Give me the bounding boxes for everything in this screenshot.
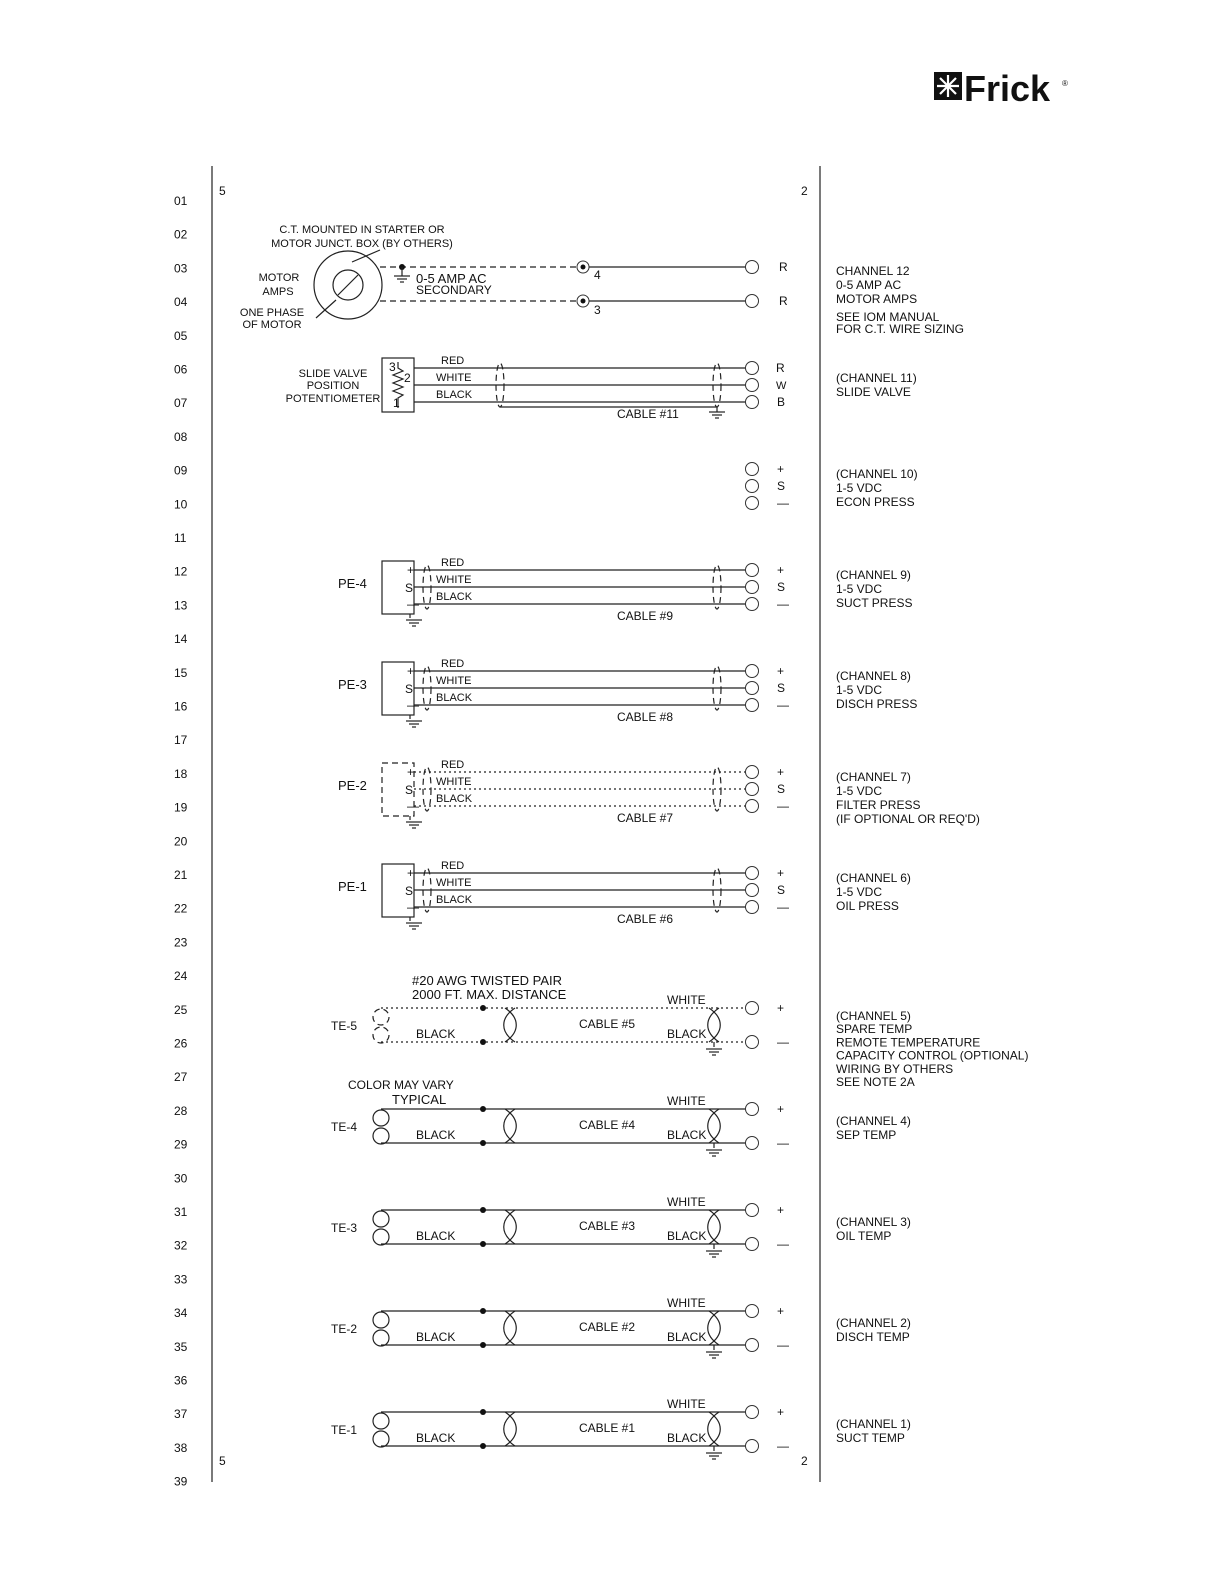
terminal-r-lower [746,295,759,308]
motor-amps-line-2: AMPS [262,286,294,298]
row-number: 29 [174,1137,188,1152]
row-number: 02 [174,227,188,242]
row-number: 08 [174,429,188,444]
wire-label: BLACK [667,1330,707,1344]
slide-valve-label: POSITION [306,380,360,392]
sensor-id: TE-4 [331,1120,358,1134]
terminal-label: S [777,782,786,796]
pin-label: S [405,682,414,696]
terminal-label: — [777,900,789,914]
row-number: 23 [174,935,188,950]
terminal [746,800,759,813]
secondary-line-2: SECONDARY [416,283,492,297]
terminal-label: — [777,597,789,611]
brand-name: Frick [964,68,1051,109]
row-number: 06 [174,362,188,377]
channel-line: 1-5 VDC [836,582,883,596]
wire-label: BLACK [416,1027,456,1041]
sensor-te-5 [331,993,1028,1089]
terminal [746,1002,759,1015]
transducer-id: PE-2 [338,778,367,793]
wire-label: WHITE [667,1397,706,1411]
twist-icon [505,1008,516,1042]
frick-logo [934,68,1068,109]
cable-label: CABLE #4 [579,1118,636,1132]
row-number: 39 [174,1474,188,1489]
channel-line: 1-5 VDC [836,885,883,899]
wire-label: BLACK [436,389,473,401]
row-number: 04 [174,295,188,310]
row-number: 03 [174,261,188,276]
cable-label: CABLE #8 [617,710,674,724]
transducer-pe-2 [338,759,980,828]
terminal-label: + [777,866,785,880]
row-number: 20 [174,834,188,849]
pin-label: — [407,698,419,712]
motor-amps-line-1: MOTOR [258,272,300,284]
transducer-pe-3 [338,658,917,727]
terminal [746,598,759,611]
row-number: 13 [174,598,188,613]
terminal-r-upper [746,261,759,274]
frame-right-bottom: 2 [801,1454,808,1468]
wire-label: BLACK [416,1229,456,1243]
thermistor-icon [373,1009,389,1025]
terminal-label: — [777,1237,789,1251]
temperature-sensors [331,993,1028,1459]
sensor-id: TE-2 [331,1322,358,1336]
pin-label: + [407,765,415,779]
pin-label: + [407,664,415,678]
wire-label: BLACK [667,1027,707,1041]
cable-label: CABLE #5 [579,1017,636,1031]
pin-label: + [407,563,415,577]
terminal [746,564,759,577]
row-number: 01 [174,194,188,208]
channel-line: SEP TEMP [836,1128,897,1142]
row-number: 05 [174,328,188,343]
twist-icon [709,1412,720,1446]
ct-note-line-1: C.T. MOUNTED IN STARTER OR [279,224,445,236]
terminal-label: S [777,883,786,897]
terminal [746,1406,759,1419]
pin-4: 4 [594,268,601,282]
channel-line: (CHANNEL 4) [836,1114,911,1128]
terminal [746,901,759,914]
awg-note: 2000 FT. MAX. DISTANCE [412,987,567,1002]
twist-icon [709,1008,720,1042]
wire-label: WHITE [667,1296,706,1310]
channel-line: (CHANNEL 3) [836,1215,911,1229]
row-number: 34 [174,1306,188,1321]
row-number: 28 [174,1103,188,1118]
channel-10-line: ECON PRESS [836,495,915,509]
row-number: 11 [174,531,187,545]
frame-left-bottom: 5 [219,1454,226,1468]
frame-right-top: 2 [801,184,808,198]
sensor-te-1 [331,1397,911,1459]
slide-valve-label: POTENTIOMETER [285,393,381,405]
row-number: 19 [174,800,188,815]
row-number: 24 [174,969,188,984]
sensor-id: TE-3 [331,1221,358,1235]
terminal-label: S [777,479,786,493]
channel-12-line: CHANNEL 12 [836,264,910,278]
channel-line: SPARE TEMP [836,1022,913,1037]
row-number: 09 [174,463,188,478]
row-number: 22 [174,901,188,916]
terminal-label: + [777,1405,785,1419]
terminal-label: — [777,799,789,813]
pin-label: + [407,866,415,880]
row-numbers [174,194,188,1489]
terminal [746,581,759,594]
terminal-label: — [777,1439,789,1453]
terminal-label: + [777,563,785,577]
wire-label: RED [441,860,465,872]
pin-label: — [407,597,419,611]
terminal [746,1339,759,1352]
row-number: 21 [174,868,188,882]
channel-line: (CHANNEL 1) [836,1417,911,1431]
terminal-label: + [777,462,785,476]
row-number: 14 [174,632,188,647]
wire-label: RED [441,658,465,670]
channel-line: 1-5 VDC [836,784,883,798]
terminal-label: — [777,1338,789,1352]
wire-label: BLACK [416,1330,456,1344]
sensor-id: TE-5 [331,1019,358,1033]
twist-icon [709,1311,720,1345]
terminal [746,884,759,897]
pot-pin: 2 [404,371,411,385]
terminal-label: + [777,765,785,779]
row-number: 25 [174,1002,188,1017]
terminal-label: + [777,1203,785,1217]
pin-label: S [405,783,414,797]
channel-line: DISCH TEMP [836,1330,910,1344]
wire-label: BLACK [667,1431,707,1445]
terminal-label: — [777,1035,789,1049]
row-number: 32 [174,1238,188,1253]
channel-line: (CHANNEL 6) [836,871,911,885]
slide-valve-section [286,355,917,421]
secondary-line-1: 0-5 AMP AC [416,271,487,286]
sensor-te-3 [331,1195,911,1257]
row-number: 36 [174,1373,188,1388]
terminal-label: — [777,698,789,712]
pin-label: S [405,884,414,898]
wire-label: BLACK [436,591,473,603]
terminal-label: + [777,1001,785,1015]
awg-note: #20 AWG TWISTED PAIR [412,973,563,988]
terminal-label: S [777,681,786,695]
terminal-label: — [777,1136,789,1150]
twist-icon [709,1210,720,1244]
wire-label: BLACK [667,1229,707,1243]
cable-label: CABLE #3 [579,1219,636,1233]
channel-line: WIRING BY OTHERS [836,1061,954,1076]
transducer-id: PE-3 [338,677,367,692]
row-number: 37 [174,1407,188,1422]
terminal-label: R [779,294,788,308]
row-number: 27 [174,1070,188,1085]
channel-line: 1-5 VDC [836,683,883,697]
transducer-id: PE-4 [338,576,367,591]
terminal-label: + [777,664,785,678]
terminal [746,867,759,880]
terminal [746,783,759,796]
row-number: 17 [174,733,188,748]
wire-label: BLACK [436,692,473,704]
terminal [746,1137,759,1150]
cable-label: CABLE #11 [617,407,679,421]
cable-label: CABLE #1 [579,1421,636,1435]
registered-mark: ® [1062,79,1068,88]
channel-12-line: FOR C.T. WIRE SIZING [836,322,964,336]
sensor-id: TE-1 [331,1423,358,1437]
terminal [746,665,759,678]
wire-label: BLACK [436,793,473,805]
terminal [746,1103,759,1116]
wire-label: WHITE [436,574,472,586]
one-phase-line-2: OF MOTOR [242,319,302,331]
wire-label: WHITE [436,675,472,687]
cable-label: CABLE #9 [617,609,674,623]
cable-label: CABLE #7 [617,811,674,825]
channel-line: CAPACITY CONTROL (OPTIONAL) [836,1048,1029,1063]
terminal [746,766,759,779]
terminal-label: S [777,580,786,594]
wire-label: WHITE [436,372,472,384]
twist-icon [505,1412,516,1446]
thermistor-icon [373,1110,389,1126]
pot-pin: 3 [389,360,396,374]
terminal-label: — [777,496,789,510]
wire-label: BLACK [416,1431,456,1445]
terminal [746,699,759,712]
one-phase-line-1: ONE PHASE [239,307,305,319]
wire-label: WHITE [667,1094,706,1108]
row-number: 33 [174,1272,188,1287]
pin-3: 3 [594,303,601,317]
wire-label: BLACK [416,1128,456,1142]
channel-12-line: MOTOR AMPS [836,292,918,306]
wire-label: BLACK [667,1128,707,1142]
channel-line: (IF OPTIONAL OR REQ'D) [836,812,980,826]
econ-section [746,462,918,510]
terminal [746,682,759,695]
transducer-pe-1 [338,860,911,929]
channel-11-line: SLIDE VALVE [836,385,911,399]
sensor-te-2 [331,1296,911,1358]
wire-label: WHITE [667,1195,706,1209]
row-number: 07 [174,396,188,411]
color-note: TYPICAL [392,1092,447,1107]
terminal-label: + [777,1304,785,1318]
twist-icon [505,1109,516,1143]
pot-pin: 1 [393,396,400,410]
channel-line: FILTER PRESS [836,798,921,812]
pin-label: — [407,900,419,914]
wire-label: RED [441,557,465,569]
terminal-label: R [776,361,785,375]
channel-line: (CHANNEL 5) [836,1009,911,1023]
channel-line: SUCT PRESS [836,596,913,610]
channel-12-line: 0-5 AMP AC [836,278,902,292]
twist-icon [505,1311,516,1345]
channel-10-line: (CHANNEL 10) [836,467,918,481]
thermistor-icon [373,1413,389,1429]
color-note: COLOR MAY VARY [348,1078,454,1092]
terminal [746,1305,759,1318]
twist-icon [505,1210,516,1244]
thermistor-icon [373,1211,389,1227]
pressure-transducers [338,557,980,929]
twist-icon [709,1109,720,1143]
terminal-label: W [776,380,787,392]
terminal [746,1036,759,1049]
row-number: 31 [174,1205,188,1219]
channel-line: (CHANNEL 7) [836,770,911,784]
wire-label: WHITE [667,993,706,1007]
row-number: 38 [174,1440,188,1455]
channel-line: SUCT TEMP [836,1431,905,1445]
terminal [746,1204,759,1217]
terminal-label: + [777,1102,785,1116]
channel-line: OIL TEMP [836,1229,892,1243]
wire-label: RED [441,759,465,771]
channel-line: (CHANNEL 8) [836,669,911,683]
channel-12-line: SEE IOM MANUAL [836,310,940,324]
thermistor-icon [373,1312,389,1328]
transducer-id: PE-1 [338,879,367,894]
channel-line: OIL PRESS [836,899,899,913]
channel-10-line: 1-5 VDC [836,481,883,495]
slide-valve-label: SLIDE VALVE [298,368,368,380]
pin-label: S [405,581,414,595]
row-number: 26 [174,1036,188,1051]
pin-label: — [407,799,419,813]
channel-11-line: (CHANNEL 11) [836,371,917,385]
row-number: 35 [174,1339,188,1354]
row-number: 15 [174,665,188,680]
terminal-label: B [777,395,786,409]
channel-line: DISCH PRESS [836,697,918,711]
cable-label: CABLE #6 [617,912,674,926]
terminal [746,1238,759,1251]
wire-label: WHITE [436,776,472,788]
row-number: 18 [174,766,188,781]
wire-label: RED [441,355,465,367]
wire-label: WHITE [436,877,472,889]
row-number: 30 [174,1171,188,1186]
channel-line: (CHANNEL 9) [836,568,911,582]
terminal-label: R [779,260,788,274]
cable-label: CABLE #2 [579,1320,636,1334]
motor-amps-section [240,224,964,336]
row-number: 10 [174,497,188,512]
terminal [746,1440,759,1453]
ct-note-line-2: MOTOR JUNCT. BOX (BY OTHERS) [271,238,453,250]
row-number: 12 [174,564,188,579]
channel-line: (CHANNEL 2) [836,1316,911,1330]
wire-label: BLACK [436,894,473,906]
frame-left-top: 5 [219,184,226,198]
transducer-pe-4 [338,557,912,626]
channel-line: REMOTE TEMPERATURE [836,1035,981,1050]
channel-line: SEE NOTE 2A [836,1075,915,1089]
row-number: 16 [174,699,188,714]
